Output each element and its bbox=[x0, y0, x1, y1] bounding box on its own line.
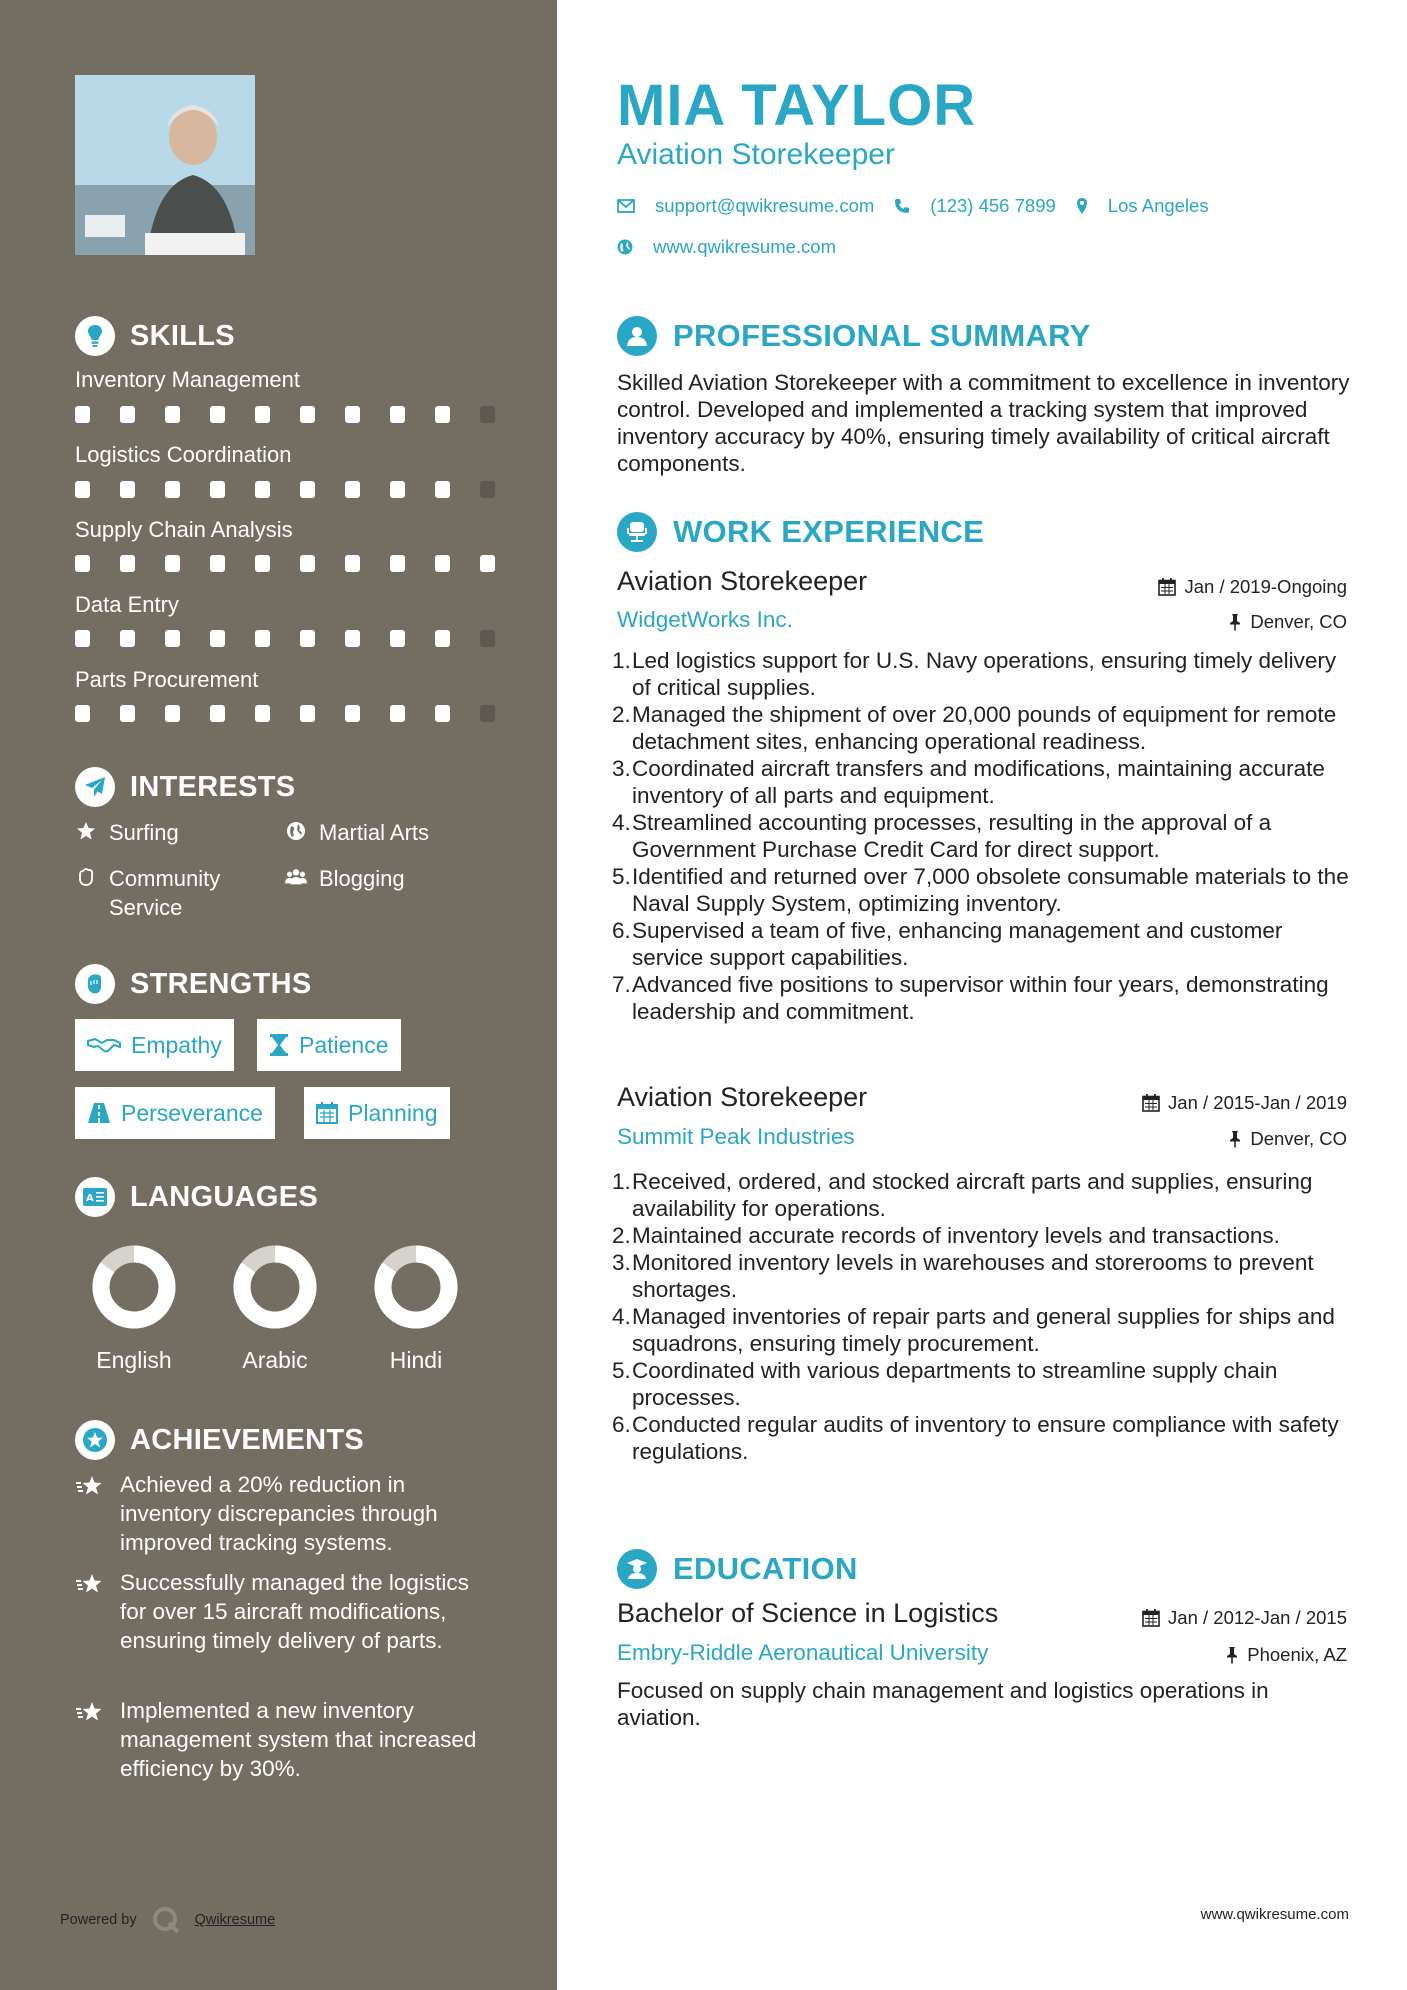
qwikresume-logo-icon bbox=[151, 1905, 181, 1935]
skill-rating-dot bbox=[435, 481, 450, 498]
skill-rating-dot bbox=[210, 555, 225, 572]
interest-label: Community Service bbox=[109, 866, 221, 920]
powered-by-text: Powered by bbox=[60, 1912, 137, 1928]
duty-text: Conducted regular audits of inventory to ensure compliance with safety regulations. bbox=[632, 1412, 1339, 1464]
skill-rating-dot bbox=[390, 406, 405, 423]
skill-rating-dot bbox=[390, 705, 405, 722]
candidate-title: Aviation Storekeeper bbox=[617, 138, 895, 171]
job-location bbox=[1228, 1128, 1347, 1150]
skill-rating bbox=[75, 406, 525, 423]
education-location bbox=[1225, 1644, 1347, 1666]
strength-label: Perseverance bbox=[121, 1099, 263, 1126]
duty-item bbox=[612, 809, 1357, 863]
fist-icon bbox=[75, 964, 115, 1004]
skill-rating-dot bbox=[165, 630, 180, 647]
pushpin-icon bbox=[1228, 1130, 1242, 1148]
summary-text: Skilled Aviation Storekeeper with a commitment to excellence in inventory control. Developed and implemented a tracking system that improved inventory accuracy by 40%, ensuring timely availability of critical aircraft components. bbox=[617, 370, 1350, 476]
job-title: Aviation Storekeeper bbox=[617, 566, 868, 596]
duty-text: Identified and returned over 7,000 obsolete consumable materials to the Naval Supply System, optimizing inventory. bbox=[632, 864, 1349, 916]
skill-name: Supply Chain Analysis bbox=[75, 517, 293, 542]
skill-rating-dot bbox=[120, 406, 135, 423]
interest-label: Martial Arts bbox=[319, 820, 430, 845]
achievement-text: Implemented a new inventory management system that increased efficiency by 30%. bbox=[120, 1698, 477, 1781]
email-link[interactable]: support@qwikresume.com bbox=[655, 195, 875, 216]
achievement-text: Successfully managed the logistics for over 15 aircraft modifications, ensuring timely delivery of parts. bbox=[120, 1570, 469, 1653]
globe-icon bbox=[617, 239, 633, 255]
skill-rating-dot bbox=[255, 555, 270, 572]
education-description: Focused on supply chain management and logistics operations in aviation. bbox=[617, 1678, 1269, 1730]
duty-text: Maintained accurate records of inventory levels and transactions. bbox=[632, 1223, 1280, 1248]
education-heading bbox=[617, 1549, 858, 1589]
skill-rating-dot bbox=[300, 406, 315, 423]
qwikresume-link[interactable]: Qwikresume bbox=[194, 1912, 276, 1928]
achievement-text: Achieved a 20% reduction in inventory discrepancies through improved tracking systems. bbox=[120, 1472, 438, 1555]
strengths-heading bbox=[75, 964, 312, 1004]
duty-number: 6. bbox=[612, 918, 631, 943]
section-title: EDUCATION bbox=[673, 1551, 858, 1586]
chair-icon bbox=[617, 512, 657, 552]
hand-icon bbox=[75, 864, 97, 887]
skill-rating-dot bbox=[390, 630, 405, 647]
duty-number: 6. bbox=[612, 1412, 631, 1437]
duty-number: 4. bbox=[612, 810, 631, 835]
skill-rating-dot bbox=[75, 406, 90, 423]
user-icon bbox=[617, 316, 657, 356]
skill-rating-dot bbox=[165, 481, 180, 498]
handshake-icon bbox=[87, 1035, 121, 1055]
skill-rating-dot bbox=[120, 630, 135, 647]
skill-rating-dot bbox=[75, 630, 90, 647]
duty-text: Advanced five positions to supervisor within four years, demonstrating leadership and commitment. bbox=[632, 972, 1329, 1024]
skill-rating-dot bbox=[120, 481, 135, 498]
interest-label: Blogging bbox=[319, 866, 405, 891]
skill-rating-dot bbox=[435, 555, 450, 572]
duty-text: Managed inventories of repair parts and general supplies for ships and squadrons, ensuring timely procurement. bbox=[632, 1304, 1335, 1356]
section-title: INTERESTS bbox=[130, 770, 296, 803]
pushpin-icon bbox=[1228, 613, 1242, 631]
interest-item-martial-arts bbox=[285, 818, 429, 847]
skill-rating-dot bbox=[435, 406, 450, 423]
language-name: Arabic bbox=[242, 1347, 308, 1373]
interests-heading bbox=[75, 767, 295, 807]
phone-text: (123) 456 7899 bbox=[930, 195, 1056, 216]
sidebar bbox=[0, 0, 557, 1990]
skill-rating-dot bbox=[75, 705, 90, 722]
job-location bbox=[1228, 611, 1347, 633]
strength-tag-planning bbox=[304, 1087, 450, 1139]
group-icon bbox=[285, 864, 307, 887]
skill-rating-dot bbox=[435, 630, 450, 647]
skill-rating-dot bbox=[390, 481, 405, 498]
phone-icon bbox=[894, 198, 910, 214]
skill-rating-dot bbox=[480, 630, 495, 647]
skill-rating-dot bbox=[480, 555, 495, 572]
job-duties-list bbox=[612, 647, 1357, 1025]
skill-rating-dot bbox=[345, 705, 360, 722]
main-content bbox=[557, 0, 1407, 1990]
pushpin-icon bbox=[1225, 1646, 1239, 1664]
skill-name: Parts Procurement bbox=[75, 667, 259, 692]
strength-tag-perseverance bbox=[75, 1087, 275, 1139]
degree-title: Bachelor of Science in Logistics bbox=[617, 1598, 999, 1628]
strength-label: Empathy bbox=[131, 1031, 222, 1058]
duty-number: 3. bbox=[612, 756, 631, 781]
location-text: Denver, CO bbox=[1250, 1128, 1347, 1149]
skill-rating-dot bbox=[480, 406, 495, 423]
section-title: STRENGTHS bbox=[130, 967, 312, 1000]
skill-rating-dot bbox=[345, 481, 360, 498]
skill-rating-dot bbox=[120, 705, 135, 722]
duty-number: 2. bbox=[612, 702, 631, 727]
strength-label: Patience bbox=[299, 1031, 389, 1058]
achievements-heading bbox=[75, 1420, 364, 1460]
skill-rating-dot bbox=[210, 705, 225, 722]
language-name: Hindi bbox=[389, 1347, 443, 1373]
languages-heading bbox=[75, 1177, 318, 1217]
section-title: LANGUAGES bbox=[130, 1180, 318, 1213]
contact-row bbox=[617, 195, 1209, 217]
skill-rating-dot bbox=[165, 555, 180, 572]
powered-by bbox=[60, 1905, 275, 1935]
job-dates bbox=[1158, 576, 1347, 598]
star-icon bbox=[75, 818, 97, 841]
skill-rating-dot bbox=[300, 555, 315, 572]
interest-item-surfing bbox=[75, 818, 179, 847]
graduate-icon bbox=[617, 1549, 657, 1589]
skill-rating-dot bbox=[210, 481, 225, 498]
road-icon bbox=[87, 1102, 111, 1124]
duty-text: Led logistics support for U.S. Navy operations, ensuring timely delivery of critical supplies. bbox=[632, 648, 1337, 700]
svg-text:A: A bbox=[86, 1193, 94, 1204]
duty-text: Supervised a team of five, enhancing management and customer service support capabilities. bbox=[632, 918, 1283, 970]
duty-text: Managed the shipment of over 20,000 pounds of equipment for remote detachment sites, enhancing operational readiness. bbox=[632, 702, 1337, 754]
footer-website-link[interactable]: www.qwikresume.com bbox=[1200, 1906, 1349, 1923]
section-title: PROFESSIONAL SUMMARY bbox=[673, 318, 1091, 353]
star-medal-icon bbox=[75, 1568, 105, 1655]
duty-number: 5. bbox=[612, 864, 631, 889]
duty-item bbox=[612, 1168, 1357, 1222]
hourglass-icon bbox=[269, 1033, 289, 1057]
duty-number: 5. bbox=[612, 1358, 631, 1383]
strength-tag-patience bbox=[257, 1019, 401, 1071]
skill-rating-dot bbox=[300, 705, 315, 722]
skill-rating-dot bbox=[255, 406, 270, 423]
language-level-donut bbox=[92, 1245, 176, 1329]
achievement-item bbox=[75, 1568, 495, 1655]
skill-rating-dot bbox=[120, 555, 135, 572]
map-pin-icon bbox=[1076, 197, 1088, 215]
interest-item-community-service bbox=[75, 864, 220, 922]
interest-label: Surfing bbox=[109, 820, 179, 845]
skill-rating-dot bbox=[345, 555, 360, 572]
skill-rating-dot bbox=[210, 406, 225, 423]
achievement-item bbox=[75, 1696, 495, 1783]
skill-rating-dot bbox=[390, 555, 405, 572]
skill-name: Logistics Coordination bbox=[75, 442, 292, 467]
duty-number: 3. bbox=[612, 1250, 631, 1275]
dates-text: Jan / 2012-Jan / 2015 bbox=[1168, 1607, 1347, 1628]
paper-plane-icon bbox=[75, 767, 115, 807]
duty-item bbox=[612, 863, 1357, 917]
star-badge-icon bbox=[75, 1420, 115, 1460]
skill-rating-dot bbox=[435, 705, 450, 722]
duty-item bbox=[612, 755, 1357, 809]
skill-rating-dot bbox=[300, 481, 315, 498]
section-title: WORK EXPERIENCE bbox=[673, 514, 985, 549]
language-name: English bbox=[96, 1347, 172, 1373]
skill-rating bbox=[75, 705, 525, 722]
skill-rating-dot bbox=[165, 406, 180, 423]
language-level-donut bbox=[374, 1245, 458, 1329]
website-row bbox=[617, 236, 836, 258]
star-medal-icon bbox=[75, 1696, 105, 1783]
skill-rating bbox=[75, 630, 525, 647]
star-medal-icon bbox=[75, 1470, 105, 1557]
duty-text: Streamlined accounting processes, resulting in the approval of a Government Purchase Credit Card for direct support. bbox=[632, 810, 1272, 862]
location-text: Phoenix, AZ bbox=[1247, 1644, 1347, 1665]
interest-item-blogging bbox=[285, 864, 405, 893]
candidate-name: MIA TAYLOR bbox=[617, 73, 977, 138]
duty-number: 7. bbox=[612, 972, 631, 997]
job-title: Aviation Storekeeper bbox=[617, 1082, 868, 1112]
company-name: Summit Peak Industries bbox=[617, 1124, 855, 1149]
duty-text: Coordinated aircraft transfers and modifications, maintaining accurate inventory of all parts and equipment. bbox=[632, 756, 1325, 808]
skills-heading bbox=[75, 316, 235, 356]
duty-item bbox=[612, 701, 1357, 755]
language-icon bbox=[75, 1177, 115, 1217]
skill-rating-dot bbox=[75, 481, 90, 498]
skill-rating-dot bbox=[480, 705, 495, 722]
skill-rating-dot bbox=[255, 481, 270, 498]
skill-rating-dot bbox=[345, 406, 360, 423]
skill-rating-dot bbox=[75, 555, 90, 572]
duty-text: Received, ordered, and stocked aircraft parts and supplies, ensuring availability for operations. bbox=[632, 1169, 1313, 1221]
skill-rating bbox=[75, 555, 525, 572]
dates-text: Jan / 2015-Jan / 2019 bbox=[1168, 1092, 1347, 1113]
section-title: SKILLS bbox=[130, 319, 235, 352]
section-title: ACHIEVEMENTS bbox=[130, 1423, 365, 1456]
company-name: WidgetWorks Inc. bbox=[617, 607, 793, 632]
job-dates bbox=[1142, 1092, 1347, 1114]
globe-icon bbox=[285, 818, 307, 841]
duty-number: 1. bbox=[612, 1169, 631, 1194]
skill-rating-dot bbox=[255, 630, 270, 647]
summary-heading bbox=[617, 316, 1091, 356]
location-text: Denver, CO bbox=[1250, 611, 1347, 632]
education-dates bbox=[1142, 1607, 1347, 1629]
duty-number: 2. bbox=[612, 1223, 631, 1248]
language-level-donut bbox=[233, 1245, 317, 1329]
calendar-icon bbox=[1142, 1609, 1160, 1627]
duty-item bbox=[612, 1222, 1357, 1249]
calendar-icon bbox=[1158, 578, 1176, 596]
duty-item bbox=[612, 1357, 1357, 1411]
dates-text: Jan / 2019-Ongoing bbox=[1184, 576, 1347, 597]
location-text: Los Angeles bbox=[1107, 195, 1209, 216]
calendar-icon bbox=[1142, 1094, 1160, 1112]
website-link[interactable]: www.qwikresume.com bbox=[653, 236, 836, 257]
envelope-icon bbox=[617, 199, 635, 213]
duty-item bbox=[612, 971, 1357, 1025]
skill-name: Data Entry bbox=[75, 592, 179, 617]
duty-item bbox=[612, 1249, 1357, 1303]
lightbulb-icon bbox=[75, 316, 115, 356]
job-duties-list bbox=[612, 1168, 1357, 1465]
strength-label: Planning bbox=[348, 1099, 438, 1126]
skill-rating-dot bbox=[255, 705, 270, 722]
duty-item bbox=[612, 1411, 1357, 1465]
school-name: Embry-Riddle Aeronautical University bbox=[617, 1640, 989, 1665]
achievement-item bbox=[75, 1470, 495, 1557]
duty-number: 1. bbox=[612, 648, 631, 673]
skill-rating-dot bbox=[210, 630, 225, 647]
profile-photo bbox=[75, 75, 255, 255]
skill-rating-dot bbox=[165, 705, 180, 722]
calendar-icon bbox=[316, 1102, 338, 1124]
duty-number: 4. bbox=[612, 1304, 631, 1329]
skill-rating bbox=[75, 481, 525, 498]
experience-heading bbox=[617, 512, 984, 552]
duty-text: Monitored inventory levels in warehouses and storerooms to prevent shortages. bbox=[632, 1250, 1314, 1302]
skill-rating-dot bbox=[345, 630, 360, 647]
duty-item bbox=[612, 917, 1357, 971]
skill-rating-dot bbox=[480, 481, 495, 498]
duty-text: Coordinated with various departments to streamline supply chain processes. bbox=[632, 1358, 1278, 1410]
duty-item bbox=[612, 1303, 1357, 1357]
duty-item bbox=[612, 647, 1357, 701]
strength-tag-empathy bbox=[75, 1019, 234, 1071]
skill-name: Inventory Management bbox=[75, 367, 301, 392]
skill-rating-dot bbox=[300, 630, 315, 647]
